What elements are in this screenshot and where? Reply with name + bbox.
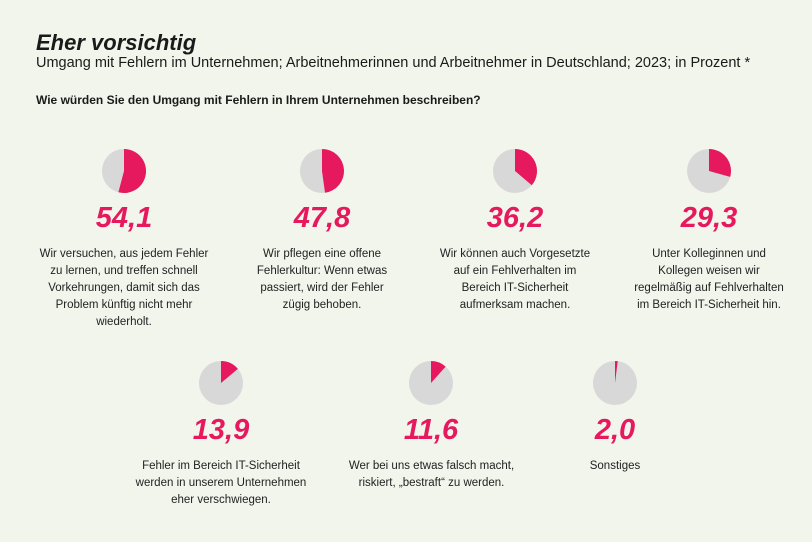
pie-chart [299,148,345,194]
pie-item-1 [29,148,219,331]
pie-item-2 [227,148,417,314]
pie-item-5 [126,360,316,509]
pie-chart [101,148,147,194]
pie-chart [592,360,638,406]
pie-item-3 [420,148,610,314]
item-description: Fehler im Bereich IT-Sicherheit werden in unserem Unternehmen eher verschwiegen. [135,460,307,506]
value-label: 36,2 [486,202,544,234]
pie-chart [198,360,244,406]
item-description: Wir versuchen, aus jedem Fehler zu lernen, und treffen schnell Vorkehrungen, damit sich das Problem künftig nicht mehr wiederholt. [39,248,209,328]
chart-subtitle: Umgang mit Fehlern im Unternehmen; Arbeitnehmerinnen und Arbeitnehmer in Deutschland; 2023; in Prozent * [36,55,751,71]
value-label: 2,0 [594,414,636,446]
item-description: Wir können auch Vorgesetzte auf ein Fehlverhalten im Bereich IT-Sicherheit aufmerksam machen. [439,248,591,311]
value-label: 13,9 [192,414,250,446]
value-label: 47,8 [293,202,351,234]
item-description: Sonstiges [589,460,641,472]
chart-title: Eher vorsichtig [36,30,197,55]
item-description: Wer bei uns etwas falsch macht, riskiert, „bestraft“ zu werden. [348,460,515,489]
pie-chart [686,148,732,194]
pie-item-4 [614,148,804,314]
value-label: 29,3 [680,202,738,234]
value-label: 11,6 [403,414,459,446]
pie-slice [322,149,344,193]
pie-chart [492,148,538,194]
pie-item-7 [520,360,710,475]
pie-item-6 [336,360,526,492]
item-description: Wir pflegen eine offene Fehlerkultur: Wenn etwas passiert, wird der Fehler zügig behoben. [256,248,388,311]
value-label: 54,1 [95,202,153,234]
pie-chart [408,360,454,406]
survey-question: Wie würden Sie den Umgang mit Fehlern in Ihrem Unternehmen beschreiben? [36,93,481,107]
item-description: Unter Kolleginnen und Kollegen weisen wir regelmäßig auf Fehlverhalten im Bereich IT-Sicherheit hin. [634,248,784,311]
